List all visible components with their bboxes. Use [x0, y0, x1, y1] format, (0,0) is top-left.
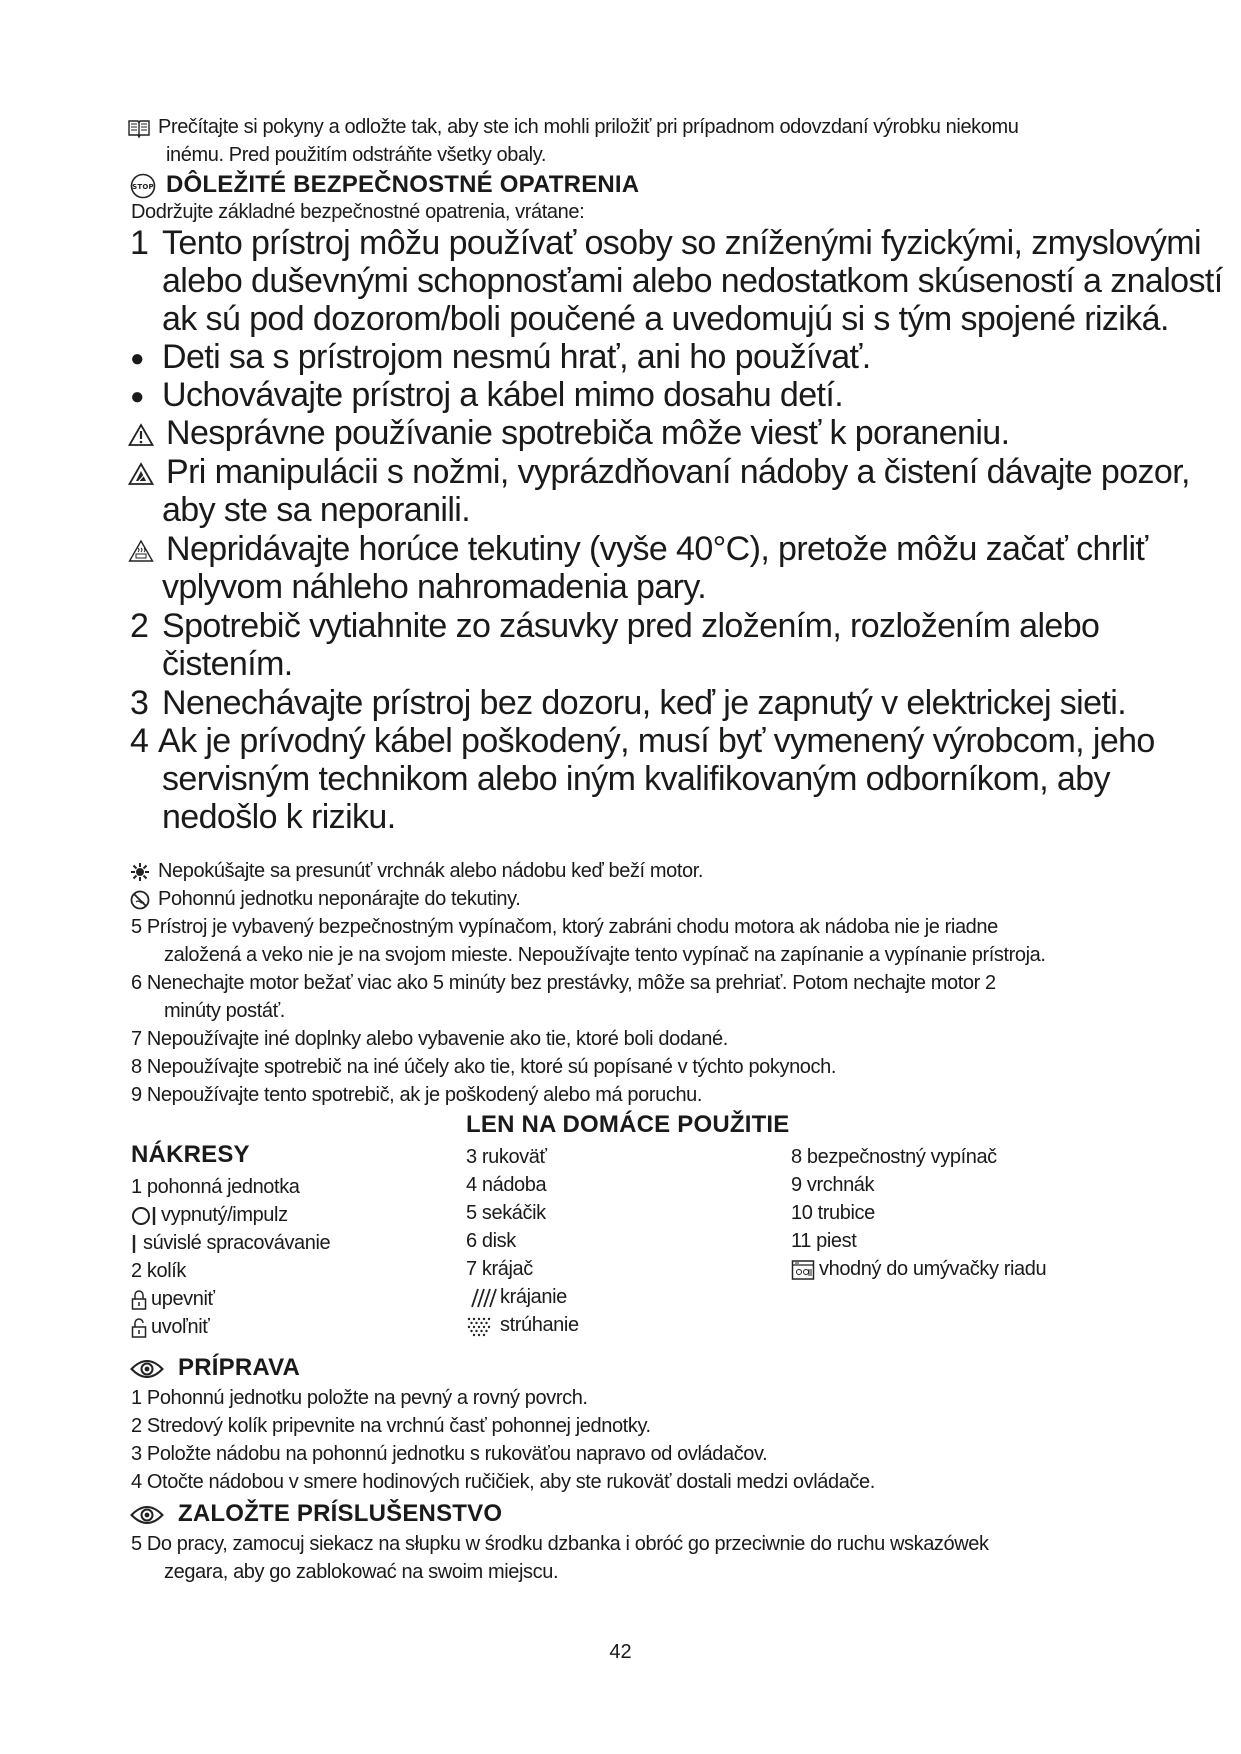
drawing-item: 2 kolík — [131, 1260, 187, 1282]
safety-item-6: 6 Nenechajte motor bežať viac ako 5 minúty bez prestávky, môže sa prehriať. Potom nechajte motor 2 — [131, 972, 996, 994]
continuous-icon — [131, 1233, 137, 1255]
intro-text-1: Prečítajte si pokyny a odložte tak, aby ste ich mohli priložiť pri prípadnom odovzdaní výrobku niekomu — [158, 116, 1019, 138]
safety-item-9: 9 Nepoužívajte tento spotrebič, ak je poškodený alebo má poruchu. — [131, 1084, 703, 1106]
preparation-step-4: 4 Otočte nádobou v smere hodinových ručičiek, aby ste rukoväť dostali medzi ovládače. — [131, 1471, 875, 1493]
item-number: 1 — [130, 224, 149, 262]
item-number: 2 — [130, 607, 149, 645]
item-text: Nenechávajte prístroj bez dozoru, keď je zapnutý v elektrickej sieti. — [162, 684, 1127, 722]
safety-item-1-line-3: ak sú pod dozorom/boli poučené a uvedomujú si s tým spojené riziká. — [162, 300, 1169, 338]
drawing-label: vhodný do umývačky riadu — [819, 1258, 1047, 1280]
drawing-item — [131, 1313, 330, 1341]
drawing-item: 3 rukoväť — [466, 1146, 547, 1168]
hot-liquid-warning-icon — [128, 539, 154, 563]
motor-running-icon — [130, 862, 150, 882]
safety-item-7: 7 Nepoužívajte iné doplnky alebo vybavenie ako tie, ktoré boli dodané. — [131, 1028, 728, 1050]
drawing-item — [791, 1255, 1046, 1283]
drawings-column-1 — [131, 1173, 330, 1341]
warning-3-line-2: vplyvom náhleho nahromadenia pary. — [162, 568, 707, 606]
drawing-label: vypnutý/impulz — [161, 1204, 288, 1226]
safety-item-1-line-2: alebo duševnými schopnosťami alebo nedostatkom skúseností a znalostí — [162, 262, 1223, 300]
safety-item-3 — [130, 684, 1126, 723]
safety-item-4 — [130, 722, 1155, 761]
item-text: Ak je prívodný kábel poškodený, musí byť vymenený výrobcom, jeho — [158, 722, 1155, 760]
household-use-heading: LEN NA DOMÁCE POUŽITIE — [466, 1111, 790, 1138]
accessories-heading-text: ZALOŽTE PRÍSLUŠENSTVO — [178, 1500, 503, 1527]
small-warning-2 — [130, 888, 520, 911]
drawings-column-3 — [791, 1143, 1046, 1283]
small-warning-text: Nepokúšajte sa presunúť vrchnák alebo nádobu keď beží motor. — [158, 860, 704, 882]
drawing-item: 1 pohonná jednotka — [131, 1176, 300, 1198]
off-pulse-icon — [131, 1205, 157, 1227]
warning-2-line-2: aby ste sa neporanili. — [162, 491, 471, 529]
warning-3 — [128, 530, 1148, 569]
unlock-icon — [131, 1317, 147, 1339]
warning-text: Nepridávajte horúce tekutiny (vyše 40°C), pretože môžu začať chrliť — [166, 530, 1148, 568]
lock-icon — [131, 1289, 147, 1311]
warning-triangle-icon — [128, 423, 154, 447]
stop-icon — [130, 173, 156, 199]
bullet-text: Uchovávajte prístroj a kábel mimo dosahu detí. — [162, 376, 844, 414]
safety-item-8: 8 Nepoužívajte spotrebič na iné účely ako tie, ktoré sú popísané v týchto pokynoch. — [131, 1056, 837, 1078]
safety-item-4-line-2: servisným technikom alebo iným kvalifikovaným odborníkom, aby — [162, 760, 1110, 798]
accessories-heading — [130, 1500, 502, 1528]
drawing-item — [466, 1283, 579, 1311]
bullet-text: Deti sa s prístrojom nesmú hrať, ani ho používať. — [162, 338, 871, 376]
preparation-heading-text: PRÍPRAVA — [178, 1354, 301, 1381]
grating-icon — [466, 1315, 492, 1337]
small-warning-1 — [130, 860, 703, 883]
drawings-column-2 — [466, 1143, 579, 1339]
preparation-heading — [130, 1354, 300, 1382]
intro-line-1 — [128, 116, 1018, 139]
drawing-label: upevniť — [151, 1288, 215, 1310]
item-number: 4 — [130, 722, 149, 760]
drawing-item — [131, 1285, 330, 1313]
drawing-item: 5 sekáčik — [466, 1202, 546, 1224]
book-icon — [128, 118, 150, 138]
drawing-item: 8 bezpečnostný vypínač — [791, 1146, 997, 1168]
drawing-item: 9 vrchnák — [791, 1174, 875, 1196]
preparation-step-3: 3 Položte nádobu na pohonnú jednotku s rukoväťou napravo od ovládačov. — [131, 1443, 768, 1465]
dishwasher-icon — [791, 1259, 815, 1281]
drawing-item: 11 piest — [791, 1230, 857, 1252]
drawing-item: 10 trubice — [791, 1202, 875, 1224]
eye-icon — [130, 1505, 164, 1525]
warning-2 — [128, 453, 1190, 492]
safety-item-2 — [130, 607, 1099, 646]
item-text: Tento prístroj môžu používať osoby so zníženými fyzickými, zmyslovými — [162, 224, 1201, 262]
drawing-item: 7 krájač — [466, 1258, 533, 1280]
drawing-label: krájanie — [500, 1286, 567, 1308]
safety-item-5-line-2: založená a veko nie je na svojom mieste. Nepoužívajte tento vypínač na zapínanie a vypínanie prístroja. — [164, 944, 1046, 966]
small-warning-text: Pohonnú jednotku neponárajte do tekutiny. — [158, 888, 521, 910]
warning-text: Nesprávne používanie spotrebiča môže viesť k poraneniu. — [166, 414, 1010, 452]
drawing-label: súvislé spracovávanie — [143, 1232, 331, 1254]
safety-item-2-line-2: čistením. — [162, 645, 293, 683]
accessories-step-5: 5 Do pracy, zamocuj siekacz na słupku w środku dzbanka i obróć go przeciwnie do ruchu wskazówek — [131, 1533, 989, 1555]
safety-subheading: Dodržujte základné bezpečnostné opatrenia, vrátane: — [131, 201, 585, 223]
safety-item-1 — [130, 224, 1201, 263]
safety-item-6-line-2: minúty postáť. — [164, 1000, 285, 1022]
intro-line-2: inému. Pred použitím odstráňte všetky obaly. — [166, 144, 546, 166]
safety-item-4-line-3: nedošlo k riziku. — [162, 798, 396, 836]
blade-warning-icon — [128, 462, 154, 486]
drawing-item: 4 nádoba — [466, 1174, 547, 1196]
bullet-dot-icon: ● — [130, 383, 144, 411]
safety-heading — [130, 171, 639, 199]
safety-item-5: 5 Prístroj je vybavený bezpečnostným vypínačom, ktorý zabráni chodu motora ak nádoba nie je riadne — [131, 916, 998, 938]
eye-icon — [130, 1359, 164, 1379]
bullet-2 — [130, 376, 843, 415]
page-number: 42 — [609, 1641, 632, 1663]
bullet-1 — [130, 338, 871, 377]
drawing-item — [466, 1311, 579, 1339]
drawing-item — [131, 1229, 330, 1257]
item-text: Spotrebič vytiahnite zo zásuvky pred zložením, rozložením alebo — [162, 607, 1100, 645]
slicing-icon — [466, 1287, 498, 1309]
bullet-dot-icon: ● — [130, 345, 144, 373]
drawings-heading: NÁKRESY — [131, 1141, 250, 1168]
drawing-item — [131, 1201, 330, 1229]
svg-text:STOP: STOP — [132, 182, 154, 191]
drawing-item: 6 disk — [466, 1230, 516, 1252]
safety-heading-text: DÔLEŽITÉ BEZPEČNOSTNÉ OPATRENIA — [166, 171, 640, 198]
preparation-step-2: 2 Stredový kolík pripevnite na vrchnú časť pohonnej jednotky. — [131, 1415, 651, 1437]
drawing-label: uvoľniť — [151, 1316, 210, 1338]
warning-1 — [128, 414, 1009, 453]
accessories-step-5-line-2: zegara, aby go zablokować na swoim miejscu. — [164, 1561, 559, 1583]
item-number: 3 — [130, 684, 149, 722]
warning-text: Pri manipulácii s nožmi, vyprázdňovaní nádoby a čistení dávajte pozor, — [166, 453, 1190, 491]
preparation-step-1: 1 Pohonnú jednotku položte na pevný a rovný povrch. — [131, 1387, 588, 1409]
drawing-label: strúhanie — [500, 1314, 579, 1336]
no-immerse-icon — [130, 890, 150, 910]
